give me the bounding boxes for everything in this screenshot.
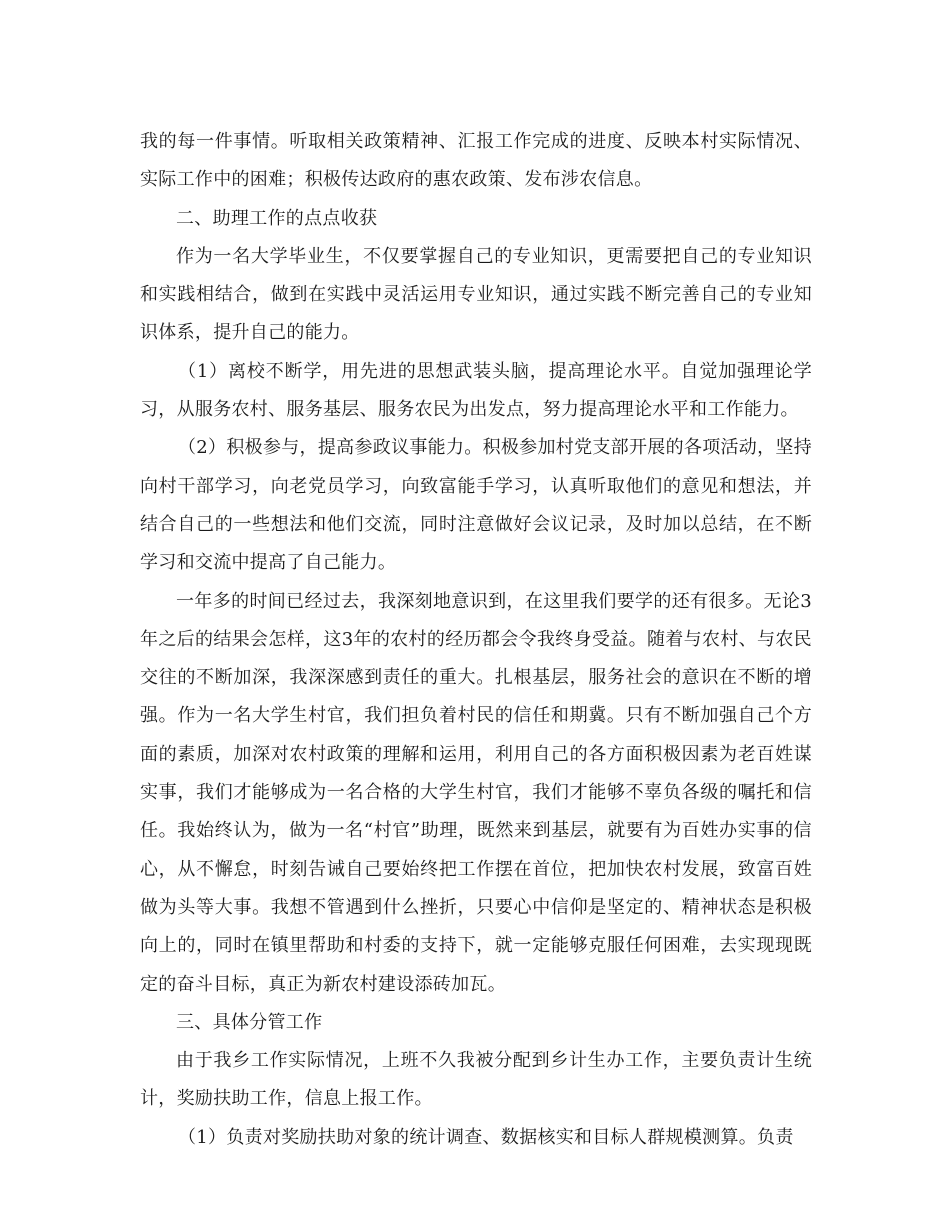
document-body [140,123,812,1157]
paragraph-assignment: 由于我乡工作实际情况，上班不久我被分配到乡计生办工作，主要负责计生统计，奖励扶助工作，信息上报工作。 [140,1050,812,1110]
section-heading-two: 二、助理工作的点点收获 [176,207,378,229]
paragraph-intro-continuation: 我的每一件事情。听取相关政策精神、汇报工作完成的进度、反映本村实际情况、实际工作中的困难；积极传达政府的惠农政策、发布涉农信息。 [140,131,812,191]
paragraph-reflection: 一年多的时间已经过去，我深刻地意识到，在这里我们要学的还有很多。无论3年之后的结果会怎样，这3年的农村的经历都会令我终身受益。随着与农村、与农民交往的不断加深，我深深感到责任的重大。扎根基层，服务社会的意识在不断的增强。作为一名大学生村官，我们担负着村民的信任和期冀。只有不断加强自己个方面的素质，加深对农村政策的理解和运用，利用自己的各方面积极因素为老百姓谋实事，我们才能够成为一名合格的大学生村官，我们才能够不辜负各级的嘱托和信任。我始终认为，做为一名“村官”助理，既然来到基层，就要有为百姓办实事的信心，从不懈怠，时刻告诫自己要始终把工作摆在首位，把加快农村发展，致富百姓做为头等大事。我想不管遇到什么挫折，只要心中信仰是坚定的、精神状态是积极向上的，同时在镇里帮助和村委的支持下，就一定能够克服任何困难，去实现现既定的奋斗目标，真正为新农村建设添砖加瓦。 [140,590,812,995]
list-item-study: （1）离校不断学，用先进的思想武装头脑，提高理论水平。自觉加强理论学习，从服务农村、服务基层、服务农民为出发点，努力提高理论水平和工作能力。 [140,360,812,421]
list-item-statistics: （1）负责对奖励扶助对象的统计调查、数据核实和目标人群规模测算。负责 [178,1126,794,1148]
section-heading-three: 三、具体分管工作 [176,1011,323,1033]
paragraph-graduate-knowledge: 作为一名大学毕业生，不仅要掌握自己的专业知识，更需要把自己的专业知识和实践相结合，做到在实践中灵活运用专业知识，通过实践不断完善自己的专业知识体系，提升自己的能力。 [140,245,812,344]
list-item-participation: （2）积极参与，提高参政议事能力。积极参加村党支部开展的各项活动，坚持向村干部学习，向老党员学习，向致富能手学习，认真听取他们的意见和想法，并结合自己的一些想法和他们交流，同时注意做好会议记录，及时加以总结，在不断学习和交流中提高了自己能力。 [140,437,812,574]
